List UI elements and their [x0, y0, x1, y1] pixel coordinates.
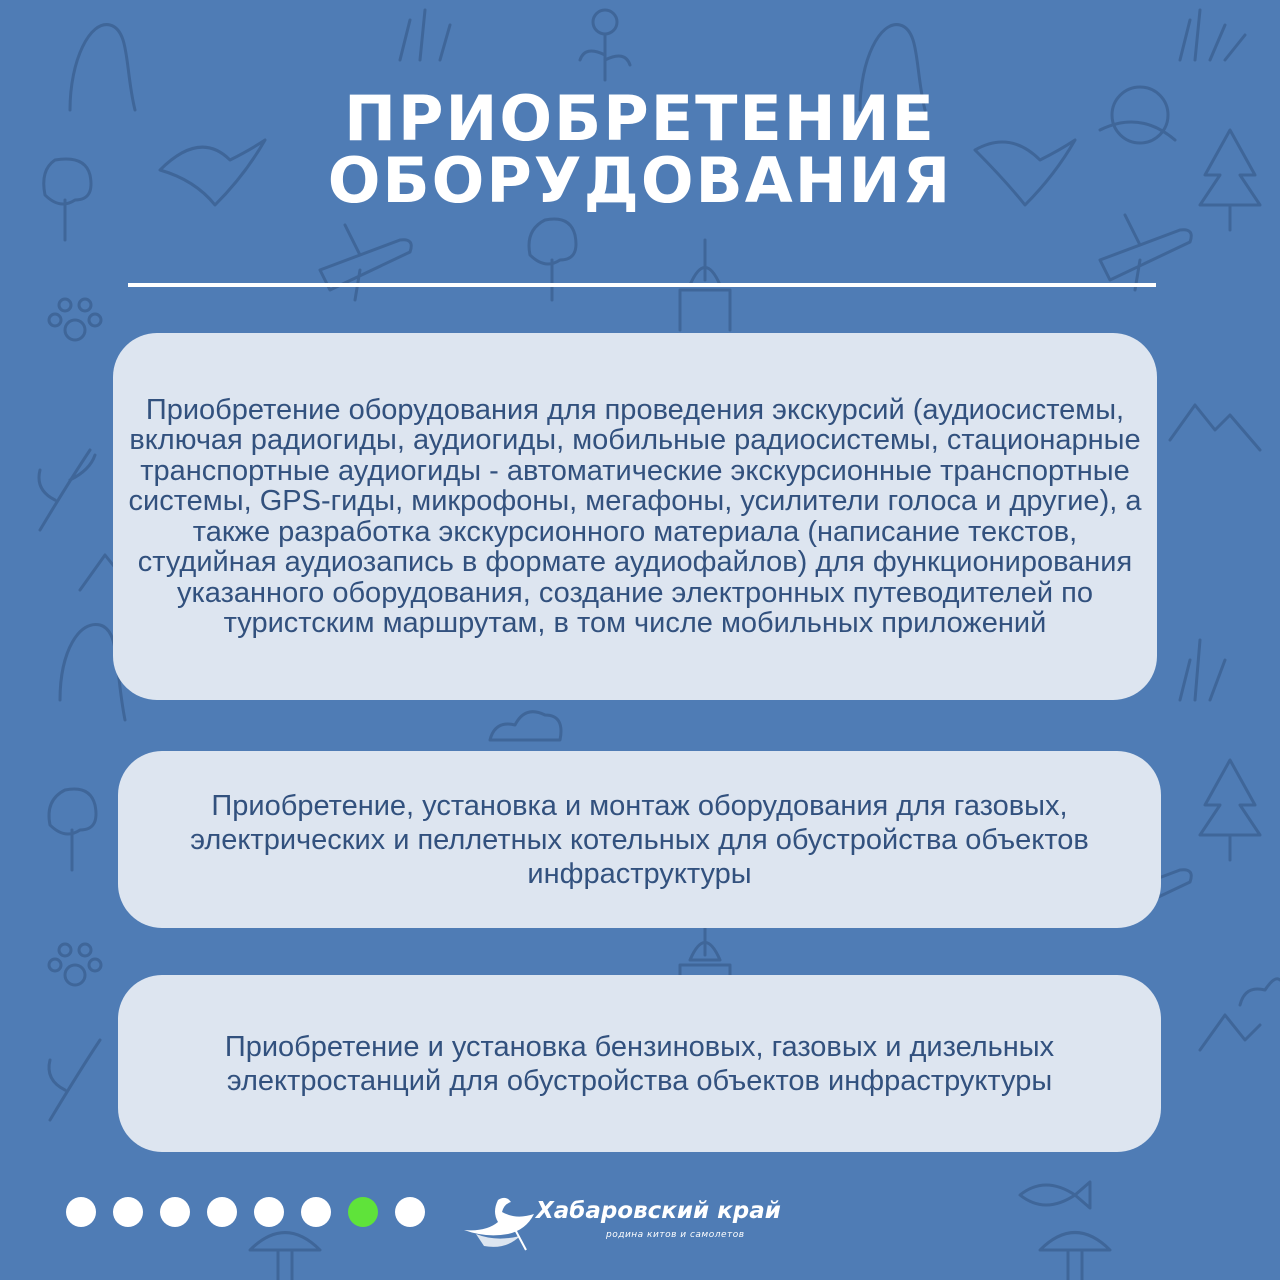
pagination-dot: [66, 1197, 96, 1227]
pagination-dot: [207, 1197, 237, 1227]
pagination-dot: [301, 1197, 331, 1227]
title-line-1: ПРИОБРЕТЕНИЕ: [344, 82, 936, 155]
pagination-dot: [254, 1197, 284, 1227]
whale-logo-icon: [456, 1190, 546, 1260]
pagination-dot: [113, 1197, 143, 1227]
logo: [456, 1190, 836, 1260]
pagination-dots: [66, 1197, 442, 1227]
logo-name: Хабаровский край: [536, 1198, 781, 1224]
card-text: Приобретение и установка бензиновых, газовых и дизельных электростанций для обустройства объектов инфраструктуры: [224, 1030, 1055, 1097]
pagination-dot: [160, 1197, 190, 1227]
pagination-dot: [395, 1197, 425, 1227]
info-card-excursion-equipment: [113, 333, 1157, 700]
title-line-2: ОБОРУДОВАНИЯ: [327, 144, 953, 217]
card-text: Приобретение, установка и монтаж оборудования для газовых, электрических и пеллетных котельных для обустройства объектов инфраструктуры: [190, 789, 1089, 890]
page-title: [0, 82, 1280, 217]
logo-tagline: родина китов и самолетов: [606, 1230, 745, 1240]
info-card-boiler-equipment: [118, 751, 1161, 928]
pagination-dot-active: [348, 1197, 378, 1227]
info-card-power-stations: [118, 975, 1161, 1152]
title-divider: [128, 283, 1156, 287]
card-text: Приобретение оборудования для проведения экскурсий (аудиосистемы, включая радиогиды, аудиогиды, мобильные радиосистемы, стационарные транспортные аудиогиды - автоматические экскурсионные транспортные системы, GPS-гиды, микрофоны, мегафоны, усилители голоса и другие), а также разработка экскурсионного материала (написание текстов, студийная аудиозапись в формате аудиофайлов) для функционирования указанного оборудования, создание электронных путеводителей по туристским маршрутам, в том числе мобильных приложений: [128, 393, 1142, 639]
